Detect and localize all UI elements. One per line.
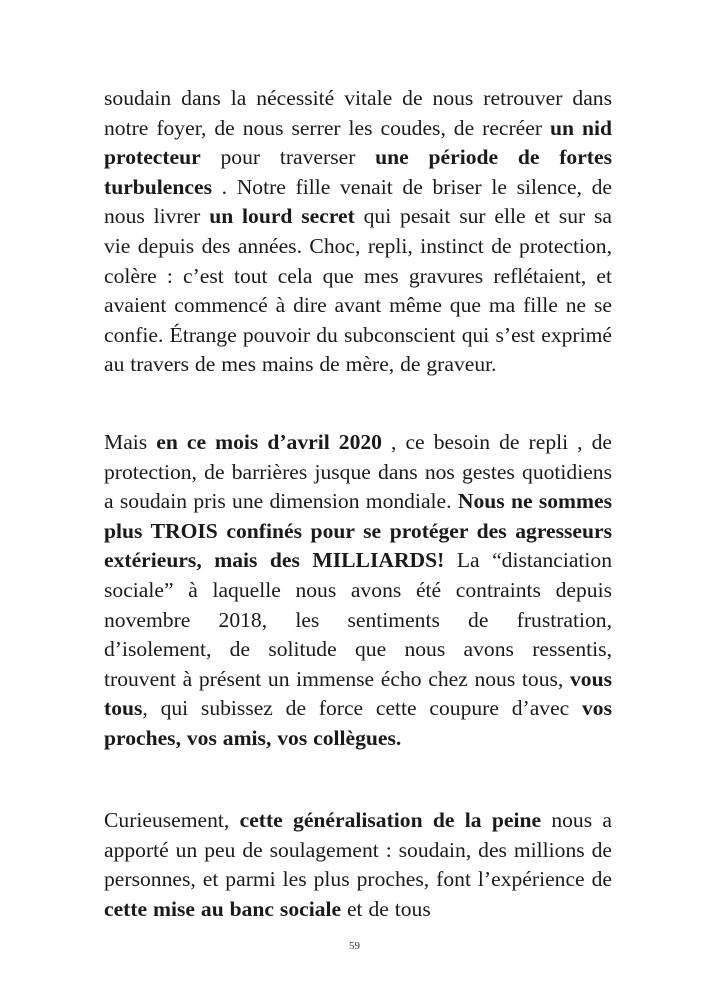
text-run: nous a apporté un peu de soulagement : soudain, des millions de personnes, et parmi les plus proches, font l’expérience de [104,808,612,892]
bold-phrase: Nous ne sommes plus TROIS confinés pour se protéger des agresseurs extérieurs, mais des MILLIARDS! [104,489,612,573]
text-run: Curieusement, [104,808,240,832]
text-run: et de tous [341,896,431,921]
text-run: . Notre fille venait de briser le silence, de nous livrer [104,174,612,229]
text-run: qui pesait sur elle et sur sa vie depuis des années. Choc, repli, instinct de protection, colère : c’est tout cela que mes gravures reflétaient, et avaient commencé à dire avant même que ma fille ne se confie. Étrange pouvoir du subconscient qui s’est exprimé au travers de mes mains de mère, de graveur. [104,204,612,377]
paragraph-1-text [104,84,612,380]
bold-phrase: cette généralisation de la peine [239,808,542,832]
bold-phrase: vos proches, vos amis, vos collègues. [104,696,612,750]
paragraph-3 [104,806,612,924]
text-run: pour traverser [200,145,376,170]
bold-phrase: vous tous [104,666,612,721]
text-run: Mais [104,430,157,454]
paragraph-3-text [104,806,612,924]
paragraph-2-text [104,428,612,754]
bold-phrase: une période de fortes turbulences [104,145,612,199]
bold-phrase: cette mise au banc sociale [104,896,342,921]
text-run: , qui subissez de force cette coupure d’avec [142,696,582,721]
text-run: , ce besoin de repli , de protection, de barrières jusque dans nos gestes quotidiens a soudain pris une dimension mondiale. [104,430,613,514]
bold-phrase: en ce mois d’avril 2020 [156,430,382,454]
bold-phrase: un lourd secret [209,204,355,229]
paragraph-1 [104,84,612,380]
bold-phrase: un nid protecteur [104,115,612,170]
page-number: 59 [349,940,360,952]
paragraph-2 [104,428,612,754]
text-run: La “distanciation sociale” à laquelle nous avons été contraints depuis novembre 2018, les sentiments de frustration, d’isolement, de solitude que nous avons ressentis, trouvent à présent un immense écho chez nous tous, [104,548,613,691]
text-run: soudain dans la nécessité vitale de nous retrouver dans notre foyer, de nous serrer les coudes, de recréer [104,86,612,140]
